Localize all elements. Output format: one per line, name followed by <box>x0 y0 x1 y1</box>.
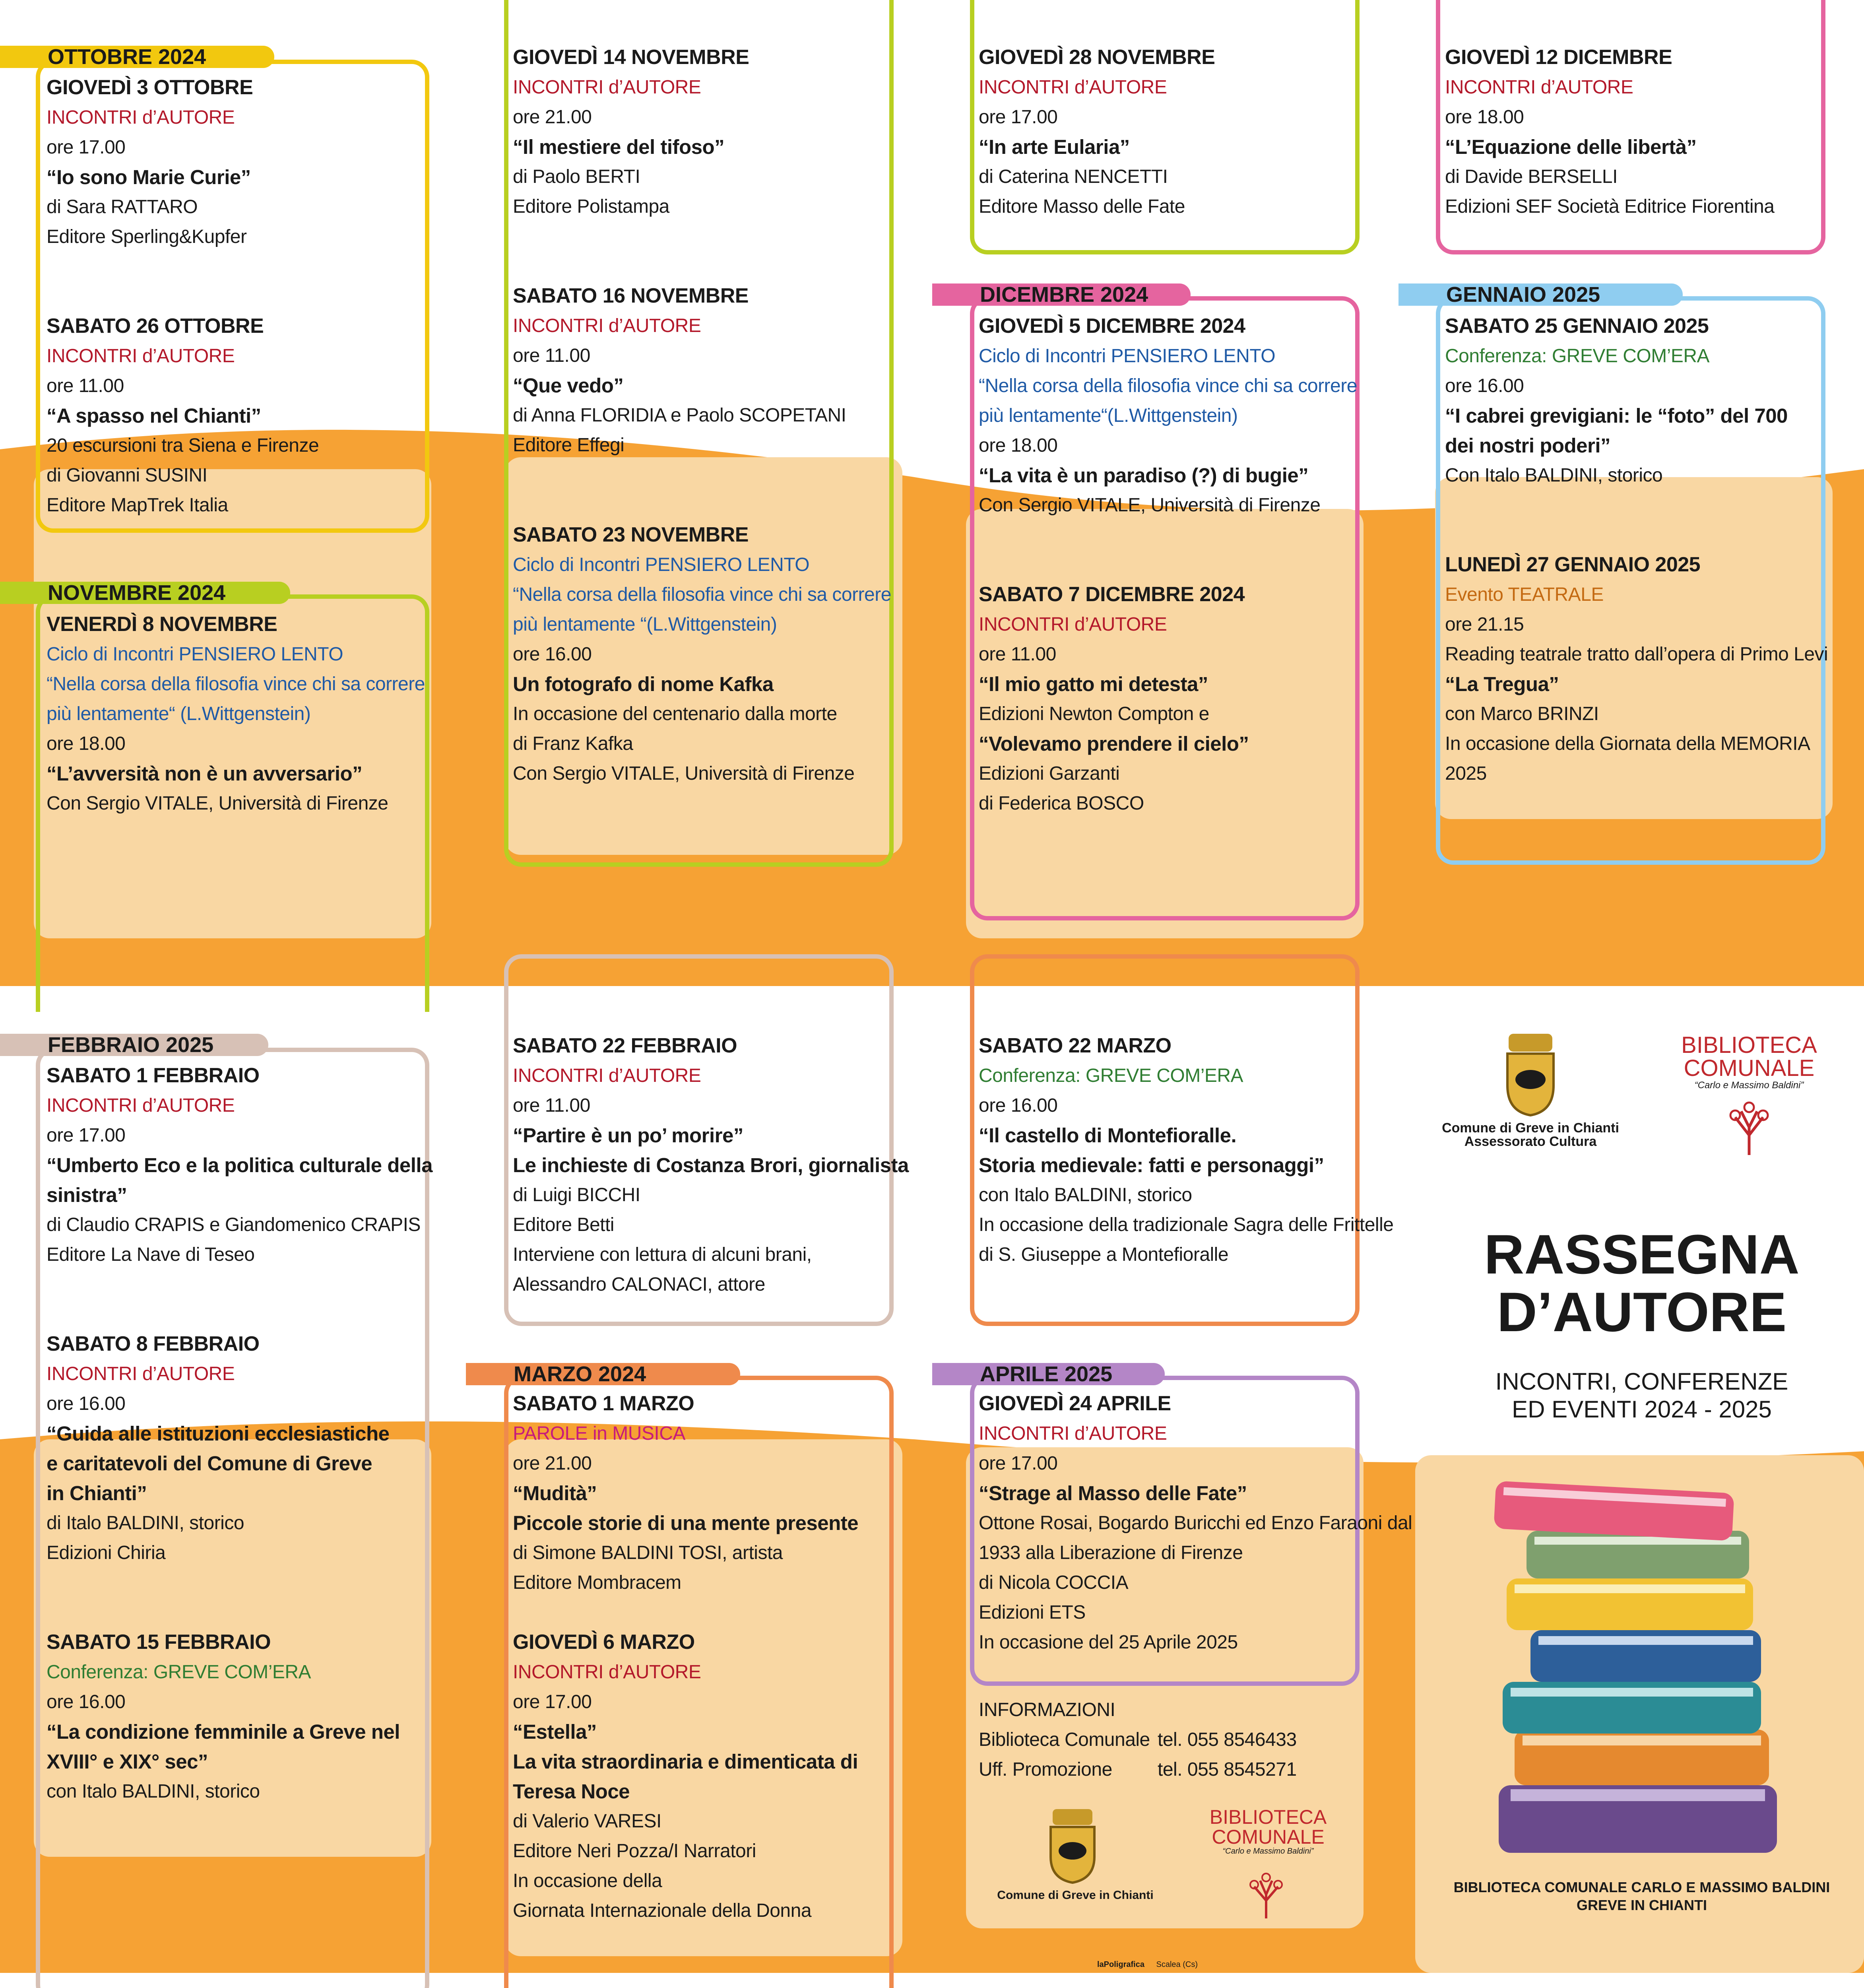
event-title: sinistra” <box>47 1184 127 1206</box>
event-publisher: Editore Effegi <box>513 435 625 456</box>
event-title: Teresa Noce <box>513 1780 630 1803</box>
event-title: “Umberto Eco e la politica culturale della <box>47 1154 433 1176</box>
event-author: di Federica BOSCO <box>979 793 1144 814</box>
event-title: e caritatevoli del Comune di Greve <box>47 1452 372 1475</box>
assessorato-name: Assessorato Cultura <box>1464 1134 1597 1149</box>
event-title: “Mudità” <box>513 1482 597 1505</box>
comune-crest-icon <box>1045 1805 1100 1885</box>
month-tab-novembre: NOVEMBRE 2024 <box>0 582 290 604</box>
event-title: “Guida alle istituzioni ecclesiastiche <box>47 1422 390 1445</box>
month-tab-dicembre: DICEMBRE 2024 <box>932 283 1191 306</box>
event-date: VENERDÌ 8 NOVEMBRE <box>47 613 277 636</box>
event-22-marzo <box>979 1031 1393 1270</box>
cover-footer-line2: GREVE IN CHIANTI <box>1576 1897 1707 1913</box>
event-category: Ciclo di Incontri PENSIERO LENTO <box>979 346 1276 367</box>
event-title: Storia medievale: fatti e personaggi” <box>979 1154 1324 1176</box>
event-7-dicembre <box>979 580 1249 818</box>
event-note: di Franz Kafka <box>513 733 633 754</box>
info-library-label: Biblioteca Comunale <box>979 1729 1150 1750</box>
bib-line1: BIBLIOTECA <box>1209 1806 1327 1828</box>
event-speaker: Con Sergio VITALE, Università di Firenze <box>513 763 855 784</box>
event-date: GIOVEDÌ 12 DICEMBRE <box>1445 46 1672 69</box>
event-category: INCONTRI d’AUTORE <box>513 315 701 336</box>
event-16-novembre <box>513 281 846 460</box>
event-quote: più lentamente“(L.Wittgenstein) <box>979 405 1238 426</box>
event-title: “Il castello di Montefioralle. <box>979 1124 1237 1147</box>
info-promo-label: Uff. Promozione <box>979 1759 1112 1780</box>
event-time: ore 17.00 <box>513 1691 592 1712</box>
comune-crest-icon <box>1503 1030 1558 1117</box>
event-date: SABATO 7 DICEMBRE 2024 <box>979 583 1245 606</box>
event-title: “Io sono Marie Curie” <box>47 166 251 188</box>
event-time: ore 18.00 <box>979 435 1058 456</box>
bib-line1: BIBLIOTECA <box>1681 1032 1817 1058</box>
cover-title-line2: D’AUTORE <box>1497 1281 1787 1343</box>
event-note: In occasione della Giornata della MEMORIA <box>1445 733 1810 754</box>
comune-label: Comune di Greve in Chianti <box>997 1889 1154 1902</box>
event-speaker: con Italo BALDINI, storico <box>47 1781 260 1802</box>
event-date: SABATO 16 NOVEMBRE <box>513 284 749 307</box>
event-category: Conferenza: GREVE COM’ERA <box>979 1065 1243 1086</box>
event-14-novembre <box>513 43 749 221</box>
event-note: Interviene con lettura di alcuni brani, <box>513 1244 812 1265</box>
event-publisher: Editore Mombracem <box>513 1572 681 1593</box>
event-author: di Sara RATTARO <box>47 196 198 217</box>
event-title: dei nostri poderi” <box>1445 434 1611 457</box>
event-category: Ciclo di Incontri PENSIERO LENTO <box>47 644 343 665</box>
event-note: Ottone Rosai, Bogardo Buricchi ed Enzo Faraoni dal <box>979 1512 1412 1534</box>
event-8-febbraio <box>47 1329 389 1568</box>
event-12-dicembre <box>1445 43 1774 221</box>
event-subtitle: 20 escursioni tra Siena e Firenze <box>47 435 319 456</box>
event-date: GIOVEDÌ 24 APRILE <box>979 1392 1171 1415</box>
event-time: ore 17.00 <box>47 137 126 158</box>
month-tab-aprile: APRILE 2025 <box>932 1363 1165 1385</box>
event-publisher: Editore La Nave di Teseo <box>47 1244 255 1265</box>
tree-icon <box>1721 1097 1777 1157</box>
event-title: “L’avversità non è un avversario” <box>47 762 363 785</box>
event-title: La vita straordinaria e dimenticata di <box>513 1750 858 1773</box>
event-title: “Estella” <box>513 1720 597 1743</box>
event-speaker: Con Italo BALDINI, storico <box>1445 465 1663 486</box>
cover-footer-line1: BIBLIOTECA COMUNALE CARLO E MASSIMO BALDINI <box>1453 1879 1830 1895</box>
biblioteca-logo <box>1666 1034 1833 1091</box>
event-author: di Paolo BERTI <box>513 166 640 187</box>
event-publisher: Editore Polistampa <box>513 196 669 217</box>
event-speaker: Con Sergio VITALE, Università di Firenze <box>47 793 388 814</box>
event-date: GIOVEDÌ 6 MARZO <box>513 1631 695 1654</box>
event-8-novembre <box>47 610 425 818</box>
event-time: ore 18.00 <box>47 733 126 754</box>
event-category: Conferenza: GREVE COM’ERA <box>47 1662 311 1683</box>
info-promo-tel: tel. 055 8545271 <box>1158 1759 1297 1780</box>
event-category: INCONTRI d’AUTORE <box>47 1095 235 1116</box>
cover-title-line1: RASSEGNA <box>1484 1223 1800 1285</box>
comune-name: Comune di Greve in Chianti <box>1442 1120 1619 1136</box>
tree-icon <box>1242 1869 1290 1920</box>
event-publisher: Editore Betti <box>513 1214 614 1235</box>
event-28-novembre <box>979 43 1215 221</box>
event-date: SABATO 22 FEBBRAIO <box>513 1034 737 1057</box>
event-category: INCONTRI d’AUTORE <box>513 1662 701 1683</box>
event-note: In occasione della <box>513 1870 662 1891</box>
event-author: di Anna FLORIDIA e Paolo SCOPETANI <box>513 405 846 426</box>
event-author: di Simone BALDINI TOSI, artista <box>513 1542 783 1563</box>
event-category: INCONTRI d’AUTORE <box>47 346 235 367</box>
event-title: “La vita è un paradiso (?) di bugie” <box>979 464 1309 487</box>
event-time: ore 16.00 <box>47 1691 126 1712</box>
event-3-ottobre <box>47 73 253 252</box>
event-author: di Giovanni SUSINI <box>47 465 208 486</box>
event-title: “La condizione femminile a Greve nel <box>47 1720 400 1743</box>
event-title: Piccole storie di una mente presente <box>513 1512 859 1534</box>
event-time: ore 11.00 <box>513 1095 590 1116</box>
event-category: INCONTRI d’AUTORE <box>979 614 1167 635</box>
event-title: “Strage al Masso delle Fate” <box>979 1482 1247 1505</box>
event-author: di Caterina NENCETTI <box>979 166 1168 187</box>
event-note: In occasione del centenario dalla morte <box>513 703 837 724</box>
event-time: ore 16.00 <box>513 644 592 665</box>
bib-line3: “Carlo e Massimo Baldini” <box>1694 1080 1804 1091</box>
event-author: di Italo BALDINI, storico <box>47 1512 244 1534</box>
event-date: SABATO 26 OTTOBRE <box>47 315 264 338</box>
event-26-ottobre <box>47 311 319 520</box>
event-publisher: Editore Masso delle Fate <box>979 196 1185 217</box>
event-note: 1933 alla Liberazione di Firenze <box>979 1542 1243 1563</box>
event-note: Alessandro CALONACI, attore <box>513 1274 765 1295</box>
event-author: di Valerio VARESI <box>513 1811 661 1832</box>
event-title: “In arte Eularia” <box>979 136 1130 158</box>
event-title: “Volevamo prendere il cielo” <box>979 732 1249 755</box>
event-6-marzo <box>513 1627 858 1926</box>
event-author: di Claudio CRAPIS e Giandomenico CRAPIS <box>47 1214 421 1235</box>
cover-subtitle-line1: INCONTRI, CONFERENZE <box>1495 1368 1788 1395</box>
event-title: “Partire è un po’ morire” <box>513 1124 743 1147</box>
event-category: INCONTRI d’AUTORE <box>979 77 1167 98</box>
printer-name: laPoligrafica <box>1097 1960 1144 1969</box>
event-22-febbraio <box>513 1031 909 1299</box>
month-tab-marzo: MARZO 2024 <box>466 1363 740 1385</box>
event-5-dicembre <box>979 311 1357 520</box>
event-title: Le inchieste di Costanza Brori, giornalista <box>513 1154 909 1176</box>
event-publisher: Edizioni Newton Compton e <box>979 703 1209 724</box>
event-note: In occasione della tradizionale Sagra delle Frittelle <box>979 1214 1394 1235</box>
bib-line2: COMUNALE <box>1684 1055 1815 1081</box>
event-note: 2025 <box>1445 763 1487 784</box>
event-publisher: Editore MapTrek Italia <box>47 495 228 516</box>
event-publisher: Edizioni Chiria <box>47 1542 166 1563</box>
event-speaker: Con Sergio VITALE, Università di Firenze <box>979 495 1321 516</box>
event-title: “I cabrei grevigiani: le “foto” del 700 <box>1445 404 1788 427</box>
event-date: SABATO 1 FEBBRAIO <box>47 1064 260 1087</box>
event-15-febbraio <box>47 1627 400 1806</box>
event-time: ore 16.00 <box>1445 375 1524 396</box>
event-publisher: Editore Sperling&Kupfer <box>47 226 247 247</box>
event-title: “Il mestiere del tifoso” <box>513 136 725 158</box>
event-category: INCONTRI d’AUTORE <box>513 77 701 98</box>
event-time: ore 16.00 <box>47 1393 126 1414</box>
month-tab-febbraio: FEBBRAIO 2025 <box>0 1034 268 1056</box>
event-title: XVIII° e XIX° sec” <box>47 1750 208 1773</box>
event-publisher: Editore Neri Pozza/I Narratori <box>513 1840 756 1862</box>
event-date: SABATO 1 MARZO <box>513 1392 694 1415</box>
event-category: INCONTRI d’AUTORE <box>979 1423 1167 1444</box>
event-note: In occasione del 25 Aprile 2025 <box>979 1632 1238 1653</box>
event-time: ore 17.00 <box>979 1453 1058 1474</box>
event-24-aprile <box>979 1389 1412 1657</box>
event-time: ore 11.00 <box>513 345 590 366</box>
info-library-tel: tel. 055 8546433 <box>1158 1729 1297 1750</box>
event-1-febbraio <box>47 1061 433 1270</box>
event-time: ore 17.00 <box>979 107 1058 128</box>
info-block <box>979 1695 1297 1784</box>
event-quote: “Nella corsa della filosofia vince chi sa correre <box>513 584 891 605</box>
event-speaker: con Italo BALDINI, storico <box>979 1184 1192 1206</box>
event-date: GIOVEDÌ 5 DICEMBRE 2024 <box>979 315 1245 338</box>
event-time: ore 21.00 <box>513 107 592 128</box>
event-note: Giornata Internazionale della Donna <box>513 1900 812 1921</box>
info-heading: INFORMAZIONI <box>979 1699 1115 1720</box>
event-title: in Chianti” <box>47 1482 147 1505</box>
month-tab-ottobre: OTTOBRE 2024 <box>0 46 274 68</box>
event-date: SABATO 23 NOVEMBRE <box>513 523 749 546</box>
month-tab-gennaio: GENNAIO 2025 <box>1398 283 1683 306</box>
printer-city: Scalea (Cs) <box>1156 1960 1198 1969</box>
event-27-gennaio <box>1445 550 1828 788</box>
event-time: ore 17.00 <box>47 1125 126 1146</box>
event-date: GIOVEDÌ 28 NOVEMBRE <box>979 46 1215 69</box>
event-title: “Il mio gatto mi detesta” <box>979 673 1208 695</box>
event-title: “A spasso nel Chianti” <box>47 404 261 427</box>
event-time: ore 11.00 <box>979 644 1056 665</box>
event-1-marzo <box>513 1389 858 1598</box>
event-category: INCONTRI d’AUTORE <box>47 1363 235 1384</box>
event-category: INCONTRI d’AUTORE <box>47 107 235 128</box>
event-25-gennaio <box>1445 311 1788 490</box>
event-category: Evento TEATRALE <box>1445 584 1604 605</box>
event-date: SABATO 15 FEBBRAIO <box>47 1631 271 1654</box>
event-time: ore 21.00 <box>513 1453 592 1474</box>
event-author: di Luigi BICCHI <box>513 1184 640 1206</box>
event-note: Reading teatrale tratto dall’opera di Primo Levi <box>1445 644 1828 665</box>
event-date: LUNEDÌ 27 GENNAIO 2025 <box>1445 553 1701 576</box>
event-quote: “Nella corsa della filosofia vince chi sa correre <box>47 674 425 695</box>
event-note: di S. Giuseppe a Montefioralle <box>979 1244 1229 1265</box>
bib-line2: COMUNALE <box>1212 1826 1325 1848</box>
event-category: Ciclo di Incontri PENSIERO LENTO <box>513 554 810 575</box>
event-date: GIOVEDÌ 14 NOVEMBRE <box>513 46 749 69</box>
event-category: Conferenza: GREVE COM’ERA <box>1445 346 1710 367</box>
cover-subtitle-line2: ED EVENTI 2024 - 2025 <box>1512 1396 1772 1423</box>
event-time: ore 16.00 <box>979 1095 1058 1116</box>
books-stack-icon <box>1487 1471 1789 1861</box>
event-time: ore 21.15 <box>1445 614 1524 635</box>
event-speaker: con Marco BRINZI <box>1445 703 1599 724</box>
event-time: ore 18.00 <box>1445 107 1524 128</box>
event-publisher: Edizioni ETS <box>979 1602 1086 1623</box>
event-time: ore 11.00 <box>47 375 124 396</box>
event-quote: più lentamente“ (L.Wittgenstein) <box>47 703 311 724</box>
event-author: di Nicola COCCIA <box>979 1572 1129 1593</box>
event-category: INCONTRI d’AUTORE <box>1445 77 1633 98</box>
event-title: “Que vedo” <box>513 374 624 397</box>
event-23-novembre <box>513 520 891 788</box>
event-date: SABATO 22 MARZO <box>979 1034 1172 1057</box>
event-date: GIOVEDÌ 3 OTTOBRE <box>47 76 253 99</box>
event-title: Un fotografo di nome Kafka <box>513 673 774 695</box>
event-publisher: Edizioni SEF Società Editrice Fiorentina <box>1445 196 1775 217</box>
bib-line3: “Carlo e Massimo Baldini” <box>1222 1847 1314 1856</box>
biblioteca-logo-small <box>1197 1807 1340 1856</box>
printer-credit <box>1097 1960 1198 1969</box>
event-category: INCONTRI d’AUTORE <box>513 1065 701 1086</box>
event-date: SABATO 8 FEBBRAIO <box>47 1332 260 1355</box>
event-author: di Davide BERSELLI <box>1445 166 1618 187</box>
event-publisher: Edizioni Garzanti <box>979 763 1120 784</box>
event-date: SABATO 25 GENNAIO 2025 <box>1445 315 1709 338</box>
event-quote: più lentamente “(L.Wittgenstein) <box>513 614 777 635</box>
event-title: “L’Equazione delle libertà” <box>1445 136 1697 158</box>
event-title: “La Tregua” <box>1445 673 1559 695</box>
event-category: PAROLE in MUSICA <box>513 1423 685 1444</box>
event-quote: “Nella corsa della filosofia vince chi sa correre <box>979 375 1357 396</box>
